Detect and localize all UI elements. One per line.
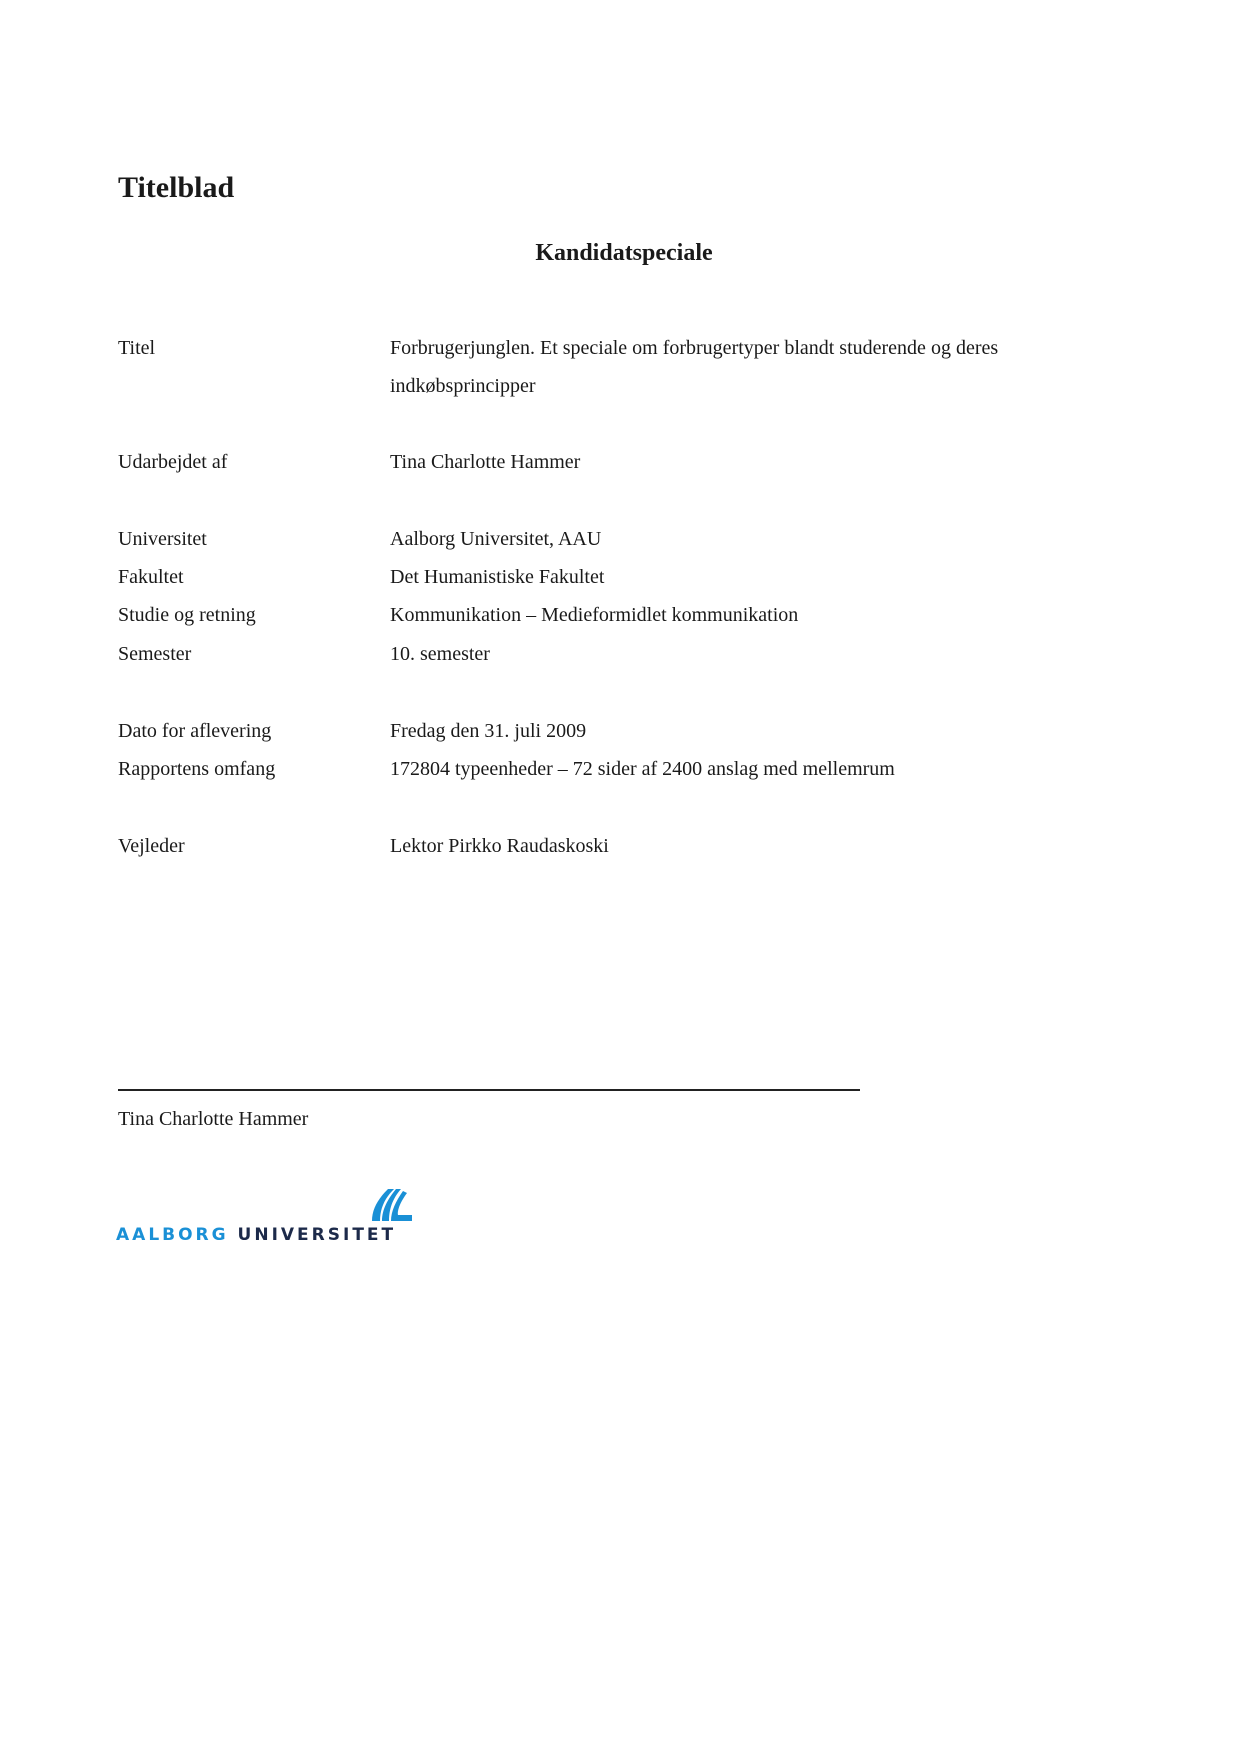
field-label: Universitet (118, 528, 207, 550)
field-value: Tina Charlotte Hammer (390, 451, 581, 473)
logo-word-universitet: UNIVERSITET (237, 1225, 397, 1245)
page-title: Titelblad (118, 171, 235, 204)
field-value: Forbrugerjunglen. Et speciale om forbrugertyper blandt studerende og deres indkøbsprincipper (390, 337, 999, 397)
field-value: 172804 typeenheder – 72 sider af 2400 anslag med mellemrum (390, 758, 895, 780)
field-value: Det Humanistiske Fakultet (390, 566, 605, 588)
field-value: Aalborg Universitet, AAU (390, 528, 602, 550)
field-label: Rapportens omfang (118, 758, 276, 780)
field-label: Semester (118, 643, 192, 665)
field-label: Dato for aflevering (118, 720, 272, 742)
field-label: Studie og retning (118, 604, 256, 626)
field-label: Vejleder (118, 835, 185, 857)
field-value: Lektor Pirkko Raudaskoski (390, 835, 609, 857)
aalborg-university-logo (116, 1185, 456, 1245)
document-subtitle: Kandidatspeciale (535, 240, 713, 266)
signature-line (118, 1089, 860, 1091)
aau-waves-icon (368, 1185, 414, 1221)
logo-word-aalborg: AALBORG (116, 1225, 229, 1245)
field-value: Fredag den 31. juli 2009 (390, 720, 587, 742)
signature-name: Tina Charlotte Hammer (118, 1108, 309, 1130)
logo-wordmark (116, 1225, 396, 1245)
field-label: Udarbejdet af (118, 451, 228, 473)
field-row-titel (118, 329, 1118, 405)
field-value: Kommunikation – Medieformidlet kommunikation (390, 604, 799, 626)
field-label: Titel (118, 337, 156, 359)
field-label: Fakultet (118, 566, 184, 588)
field-value: 10. semester (390, 643, 490, 665)
